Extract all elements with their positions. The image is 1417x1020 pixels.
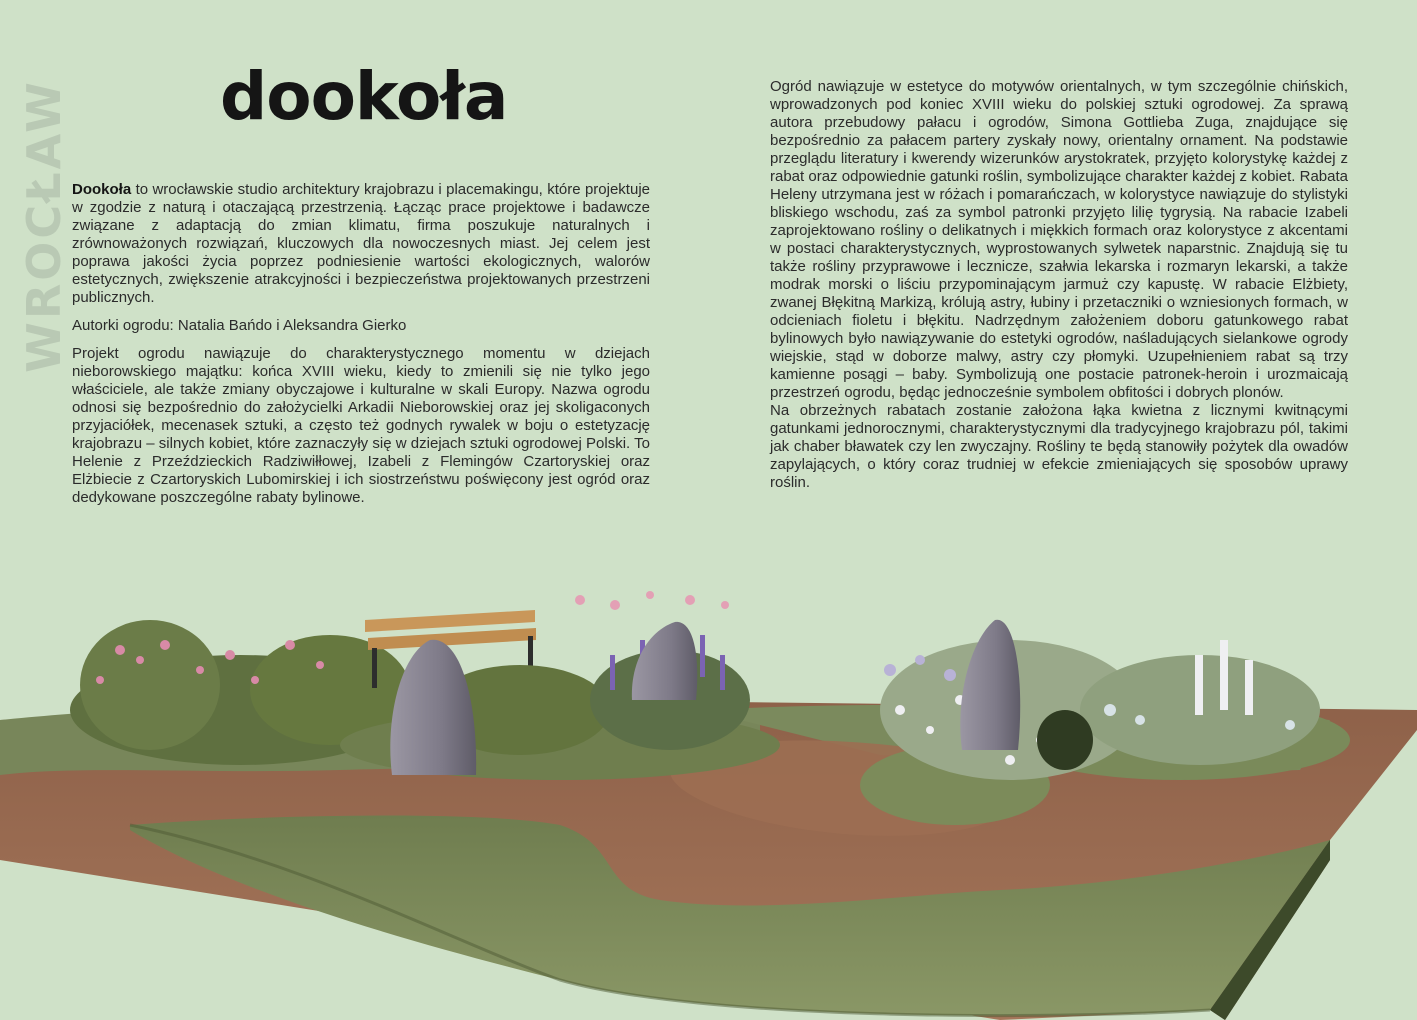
intro-text: to wrocławskie studio architektury krajobrazu i placemakingu, które projektuje w zgodzie z naturą i otaczającą przestrzenią. Łącząc prace projektowe i badawcze związane z adaptacją do zmian klimatu, firma poszukuje naturalnych i zrównoważonych rozwiązań, kluczowych dla nowoczesnych miast. Jej celem jest poprawa jakości życia poprzez podniesienie wartości ekologicznych, walorów estetycznych, zwiększenie atrakcyjności i bezpieczeństwa projektowanych przestrzeni publicznych. [72,181,650,306]
right-column [770,78,1348,492]
stone-figure-middle [632,622,697,700]
flower-bed-right [880,640,1350,780]
page-title: dookoła [220,58,508,135]
authors-line: Autorki ogrodu: Natalia Bańdo i Aleksandra Gierko [72,317,407,334]
city-label-text: WROCŁAW [17,79,71,373]
stone-figure-right [960,620,1020,750]
meadow-paragraph: Na obrzeżnych rabatach zostanie założona łąka kwietna z licznymi kwitnącymi gatunkami jednorocznymi, charakterystycznymi dla tradycyjnego krajobrazu pól, takimi jak chaber bławatek czy len zwyczajny. Rośliny te będą stanowiły pożytek dla owadów zapylających, o który coraz trudniej w efekcie zmieniających się sposobów uprawy roślin. [770,402,1348,491]
studio-name: Dookoła [72,181,132,198]
stone-figure-left [390,640,476,775]
intro-paragraph [72,181,650,307]
city-label [14,76,74,376]
design-paragraph: Ogród nawiązuje w estetyce do motywów orientalnych, w tym szczególnie chińskich, wprowadzonych pod koniec XVIII wieku do polskiej sztuki ogrodowej. Za sprawą autora przebudowy pałacu i ogrodów, Simona Gottlieba Zuga, znajdujące się bezpośrednio za pałacem partery zyskały nowy, orientalny ornament. Na podstawie przeglądu literatury i kwerendy wizerunków arystokratek, przyjęto kolorystykę każdej z rabat oraz odpowiednie gatunki roślin, symbolizujące charakter każdej z kobiet. Rabata Heleny utrzymana jest w różach i pomarańczach, w kolorystyce nawiązuje do stylistyki bliskiego wschodu, zaś za symbol patronki przyjęto lilię tygrysią. Na rabacie Izabeli zaprojektowano rośliny o delikatnych i miękkich formach oraz kolorystyce z akcentami w postaci charakterystycznych, wyprostowanych sylwetek naparstnic. Znajdują się tu także rośliny przyprawowe i lecznicze, szałwia lekarska i rozmaryn lekarski, a także modrak morski o liściu przypominającym jarmuż czy kapustę. W rabacie Elżbiety, zwanej Błękitną Markizą, królują astry, łubiny i przetaczniki o wzniesionych formach, w odcieniach fioletu i błękitu. Nadrzędnym założeniem doboru gatunkowego rabat bylinowych było nawiązywanie do estetyki ogrodów, naśladujących sielankowe ogrody wiejskie, stąd w doborze malwy, astry czy płomyki. Uzupełnieniem rabat są trzy kamienne posągi – baby. Symbolizują one postacie patronek-heroin i urozmaicają przestrzeń ogrodu, będąc jednocześnie symbolem obfitości i dobrych plonów. [770,78,1348,401]
garden-illustration [0,560,1417,1020]
history-paragraph: Projekt ogrodu nawiązuje do charakterystycznego momentu w dziejach nieborowskiego majątku: końca XVIII wieku, kiedy to zmienili się nie tylko jego właściciele, ale także zmiany obyczajowe i kulturalne w skali Europy. Nazwa ogrodu odnosi się bezpośrednio do założycielki Arkadii Nieborowskiej oraz jej skoligaconych przyjaciółek, mecenasek sztuki, a często też godnych rywalek w boju o estetyzację krajobrazu – silnych kobiet, które zaznaczyły się w dziejach sztuki ogrodowej Polski. To Helenie z Przeździeckich Radziwiłłowej, Izabeli z Flemingów Czartoryskiej oraz Elżbiecie z Czartoryskich Lubomirskiej i ich siostrzeństwu poświęcony jest ogród oraz dedykowane poszczególne rabaty bylinowe. [72,345,650,506]
left-column [72,181,650,507]
